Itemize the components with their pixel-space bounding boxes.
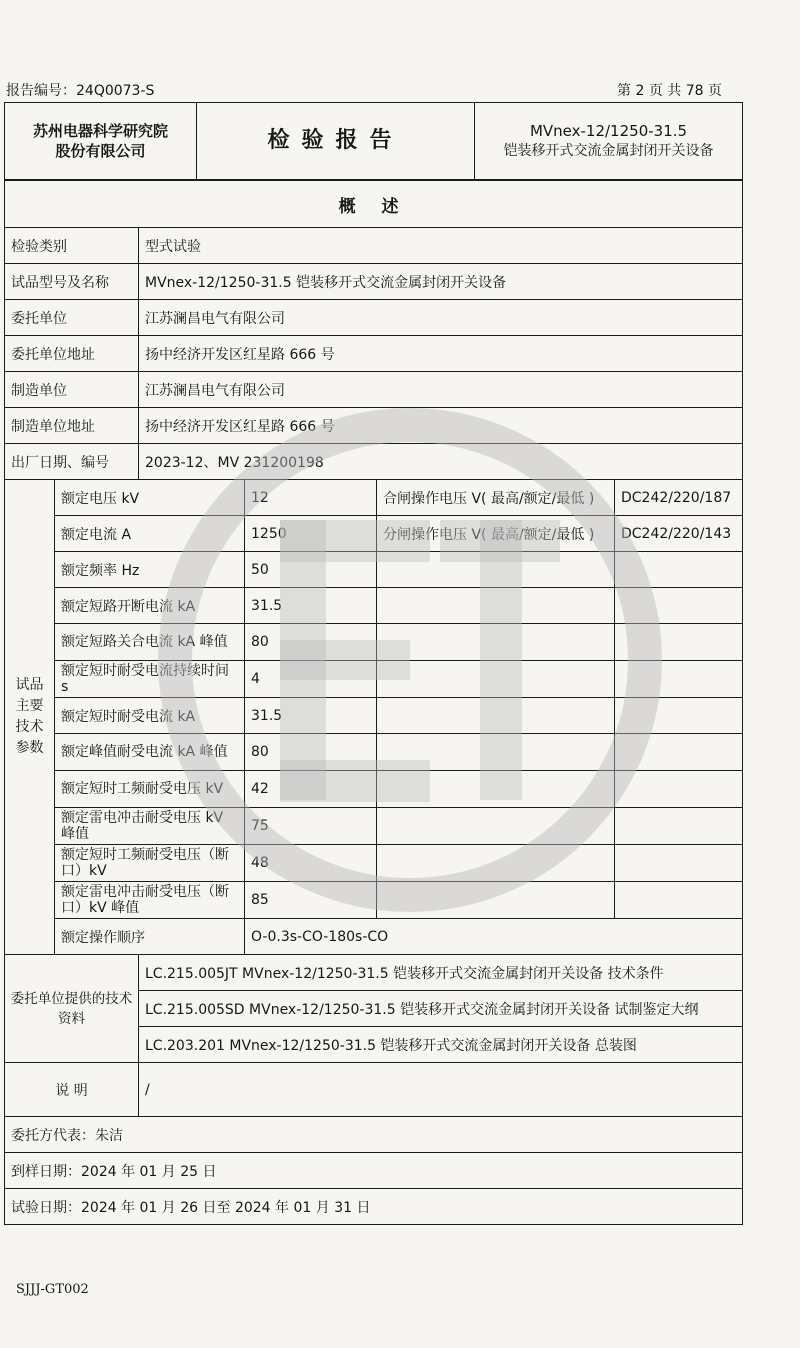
page-indicator: 第 2 页 共 78 页: [617, 83, 722, 99]
param-row: [5, 480, 743, 516]
param-label: 额定电压 kV: [55, 480, 245, 516]
param-label: 额定短时工频耐受电压（断口）kV: [55, 845, 245, 882]
table-row: [5, 264, 743, 300]
empty-cell: [377, 845, 615, 882]
empty-cell: [615, 734, 743, 771]
row-label: 检验类别: [5, 228, 139, 264]
param-row: [5, 771, 743, 808]
test-date-row: [5, 1189, 743, 1225]
representative-row: [5, 1117, 743, 1153]
empty-cell: [377, 588, 615, 624]
param-value: 75: [245, 808, 377, 845]
client-representative: 委托方代表：朱洁: [5, 1117, 743, 1153]
param-row: [5, 919, 743, 955]
overview-table: [4, 180, 743, 1225]
param-value: 80: [245, 734, 377, 771]
param-row: [5, 624, 743, 661]
param-value: 85: [245, 882, 377, 919]
empty-cell: [377, 808, 615, 845]
param-row: [5, 698, 743, 734]
empty-cell: [615, 882, 743, 919]
tech-doc-row: [5, 955, 743, 991]
param-value: 1250: [245, 516, 377, 552]
org-name-line2: 股份有限公司: [55, 142, 146, 160]
param-label: 额定短路开断电流 kA: [55, 588, 245, 624]
empty-cell: [615, 552, 743, 588]
product-name: 铠装移开式交流金属封闭开关设备: [503, 143, 714, 159]
param-value: 31.5: [245, 588, 377, 624]
param-label: 额定短时耐受电流持续时间 s: [55, 661, 245, 698]
tech-doc-item: LC.203.201 MVnex-12/1250-31.5 铠装移开式交流金属封闭开关设备 总装图: [139, 1027, 743, 1063]
param-label-secondary: 合闸操作电压 V( 最高/额定/最低 ): [377, 480, 615, 516]
footer-form-code: SJJJ-GT002: [16, 1282, 89, 1297]
param-label: 额定电流 A: [55, 516, 245, 552]
row-value: 扬中经济开发区红星路 666 号: [139, 408, 743, 444]
param-row: [5, 552, 743, 588]
product-header: [475, 103, 743, 180]
table-row: [5, 444, 743, 480]
param-row: [5, 588, 743, 624]
params-section-label: 试品主要技术参数: [5, 480, 55, 955]
param-value-secondary: DC242/220/187: [615, 480, 743, 516]
row-label: 委托单位地址: [5, 336, 139, 372]
row-label: 试品型号及名称: [5, 264, 139, 300]
row-label: 委托单位: [5, 300, 139, 336]
report-number: 报告编号：24Q0073-S: [6, 83, 155, 99]
table-row: [5, 336, 743, 372]
row-value: 2023-12、MV 231200198: [139, 444, 743, 480]
empty-cell: [377, 882, 615, 919]
param-label-secondary: 分闸操作电压 V( 最高/额定/最低 ): [377, 516, 615, 552]
row-value: 扬中经济开发区红星路 666 号: [139, 336, 743, 372]
issuing-organization: [5, 103, 197, 180]
empty-cell: [615, 771, 743, 808]
param-value: 31.5: [245, 698, 377, 734]
empty-cell: [377, 552, 615, 588]
row-label: 制造单位: [5, 372, 139, 408]
document-title: 检验报告: [197, 103, 475, 180]
param-row: [5, 808, 743, 845]
row-label: 出厂日期、编号: [5, 444, 139, 480]
test-date-range: 试验日期：2024 年 01 月 26 日至 2024 年 01 月 31 日: [5, 1189, 743, 1225]
empty-cell: [377, 734, 615, 771]
row-value: 江苏澜昌电气有限公司: [139, 300, 743, 336]
param-label: 额定频率 Hz: [55, 552, 245, 588]
empty-cell: [377, 771, 615, 808]
empty-cell: [615, 661, 743, 698]
param-label: 额定短路关合电流 kA 峰值: [55, 624, 245, 661]
param-label: 额定操作顺序: [55, 919, 245, 955]
section-title: 概 述: [5, 181, 743, 228]
row-label: 制造单位地址: [5, 408, 139, 444]
explain-label: 说 明: [5, 1063, 139, 1117]
param-value: 48: [245, 845, 377, 882]
product-model: MVnex-12/1250-31.5: [529, 122, 688, 140]
param-row: [5, 516, 743, 552]
row-value: 型式试验: [139, 228, 743, 264]
report-header: [4, 102, 743, 180]
tech-doc-item: LC.215.005SD MVnex-12/1250-31.5 铠装移开式交流金属封闭开关设备 试制鉴定大纲: [139, 991, 743, 1027]
param-value: 80: [245, 624, 377, 661]
empty-cell: [377, 698, 615, 734]
param-value: 50: [245, 552, 377, 588]
param-row: [5, 845, 743, 882]
empty-cell: [615, 698, 743, 734]
empty-cell: [615, 588, 743, 624]
sample-date-row: [5, 1153, 743, 1189]
param-value: 4: [245, 661, 377, 698]
tech-docs-label: 委托单位提供的技术资料: [5, 955, 139, 1063]
row-value: 江苏澜昌电气有限公司: [139, 372, 743, 408]
table-row: [5, 408, 743, 444]
param-value: 42: [245, 771, 377, 808]
table-row: [5, 372, 743, 408]
empty-cell: [615, 624, 743, 661]
param-value: O-0.3s-CO-180s-CO: [245, 919, 743, 955]
empty-cell: [615, 845, 743, 882]
sample-arrival-date: 到样日期：2024 年 01 月 25 日: [5, 1153, 743, 1189]
param-label: 额定短时耐受电流 kA: [55, 698, 245, 734]
param-label: 额定峰值耐受电流 kA 峰值: [55, 734, 245, 771]
param-row: [5, 734, 743, 771]
table-row: [5, 300, 743, 336]
empty-cell: [377, 624, 615, 661]
org-name-line1: 苏州电器科学研究院: [32, 122, 168, 140]
explain-row: [5, 1063, 743, 1117]
param-label: 额定雷电冲击耐受电压（断口）kV 峰值: [55, 882, 245, 919]
param-value: 12: [245, 480, 377, 516]
param-row: [5, 661, 743, 698]
table-row: [5, 228, 743, 264]
row-value: MVnex-12/1250-31.5 铠装移开式交流金属封闭开关设备: [139, 264, 743, 300]
empty-cell: [377, 661, 615, 698]
param-value-secondary: DC242/220/143: [615, 516, 743, 552]
tech-doc-item: LC.215.005JT MVnex-12/1250-31.5 铠装移开式交流金属封闭开关设备 技术条件: [139, 955, 743, 991]
empty-cell: [615, 808, 743, 845]
explain-value: /: [139, 1063, 743, 1117]
param-label: 额定雷电冲击耐受电压 kV 峰值: [55, 808, 245, 845]
param-label: 额定短时工频耐受电压 kV: [55, 771, 245, 808]
param-row: [5, 882, 743, 919]
